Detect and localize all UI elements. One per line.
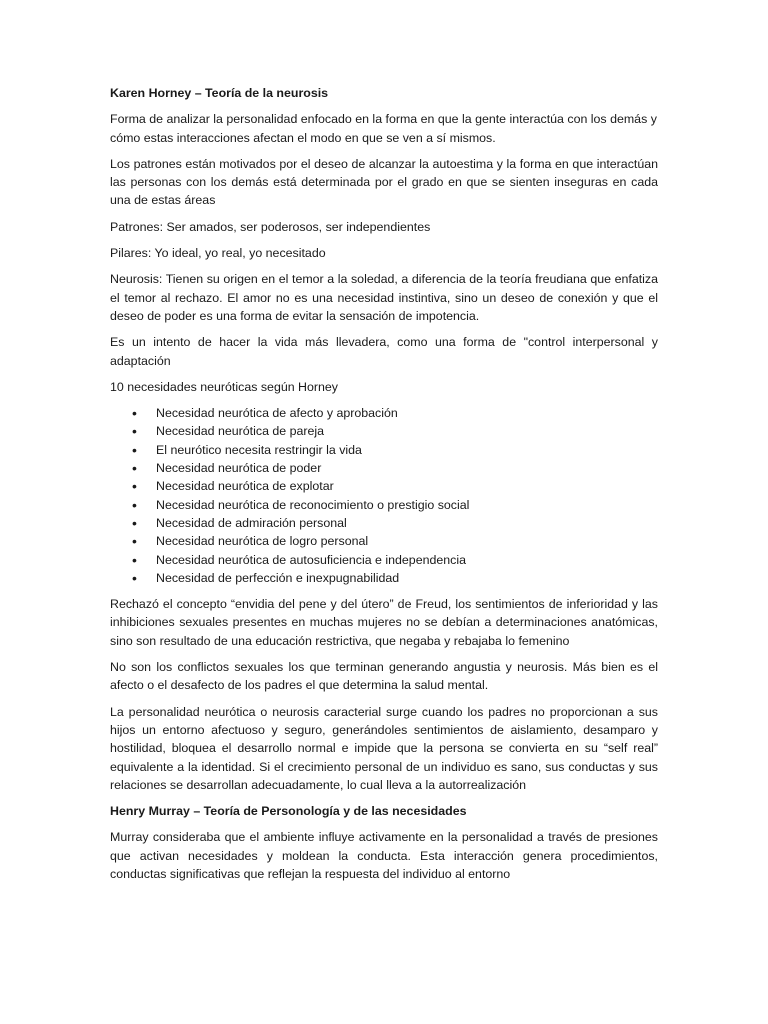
paragraph: Pilares: Yo ideal, yo real, yo necesitado (110, 246, 326, 261)
section-title-horney: Karen Horney – Teoría de la neurosis (110, 86, 329, 100)
list-item: • Necesidad de perfección e inexpugnabilidad (110, 569, 658, 587)
list-item: • Necesidad neurótica de explotar (110, 477, 658, 495)
paragraph: Los patrones están motivados por el deseo de alcanzar la autoestima y la forma en que interactúan las personas con los demás está determinada por el grado en que se sienten inseguras en cada una de estas áreas (110, 156, 658, 208)
paragraph: Neurosis: Tienen su origen en el temor a la soledad, a diferencia de la teoría freudiana que enfatiza el temor al rechazo. El amor no es una necesidad instintiva, sino un deseo de conexión y que el deseo de poder es una forma de evitar la sensación de impotencia. (110, 272, 658, 323)
list-item: • Necesidad de admiración personal (110, 514, 658, 532)
list-item: • Necesidad neurótica de logro personal (110, 532, 658, 550)
list-item: • Necesidad neurótica de autosuficiencia e independencia (110, 551, 658, 569)
list-item: • Necesidad neurótica de pareja (110, 422, 658, 440)
paragraph: Patrones: Ser amados, ser poderosos, ser independientes (110, 219, 431, 234)
paragraph: Es un intento de hacer la vida más llevadera, como una forma de "control interpersonal y adaptación (110, 335, 658, 368)
paragraph: Murray consideraba que el ambiente influye activamente en la personalidad a través de presiones que activan necesidades y moldean la conducta. Esta interacción genera procedimientos, conductas significativas que reflejan la respuesta del individuo al entorno (110, 830, 658, 881)
paragraph: Forma de analizar la personalidad enfocado en la forma en que la gente interactúa con los demás y cómo estas interacciones afectan el modo en que se ven a sí mismos. (110, 112, 657, 145)
section-title-murray: Henry Murray – Teoría de Personología y de las necesidades (110, 804, 467, 819)
neurotic-needs-list (110, 404, 658, 587)
paragraph: La personalidad neurótica o neurosis caracterial surge cuando los padres no proporcionan a sus hijos un entorno afectuoso y seguro, generándoles sentimientos de aislamiento, desamparo y hostilidad, bloquea el desarrollo normal e impide que la persona se convierta en su “self real” equivalente a la identidad. Si el crecimiento personal de un individuo es sano, sus conductas y sus relaciones se desarrollan adecuadamente, lo cual lleva a la autorrealización (110, 704, 658, 792)
list-item: • Necesidad neurótica de reconocimiento o prestigio social (110, 496, 658, 514)
paragraph: 10 necesidades neuróticas según Horney (110, 379, 338, 394)
list-item: • El neurótico necesita restringir la vida (110, 441, 658, 459)
paragraph: Rechazó el concepto “envidia del pene y del útero” de Freud, los sentimientos de inferioridad y las inhibiciones sexuales presentes en muchas mujeres no se debían a determinaciones anatómicas, sino son resultado de una educación restrictiva, que negaba y rebajaba lo femenino (110, 597, 658, 648)
paragraph: No son los conflictos sexuales los que terminan generando angustia y neurosis. Más bien es el afecto o el desafecto de los padres el que determina la salud mental. (110, 660, 658, 693)
list-item: • Necesidad neurótica de poder (110, 459, 658, 477)
list-item: • Necesidad neurótica de afecto y aprobación (110, 404, 658, 422)
